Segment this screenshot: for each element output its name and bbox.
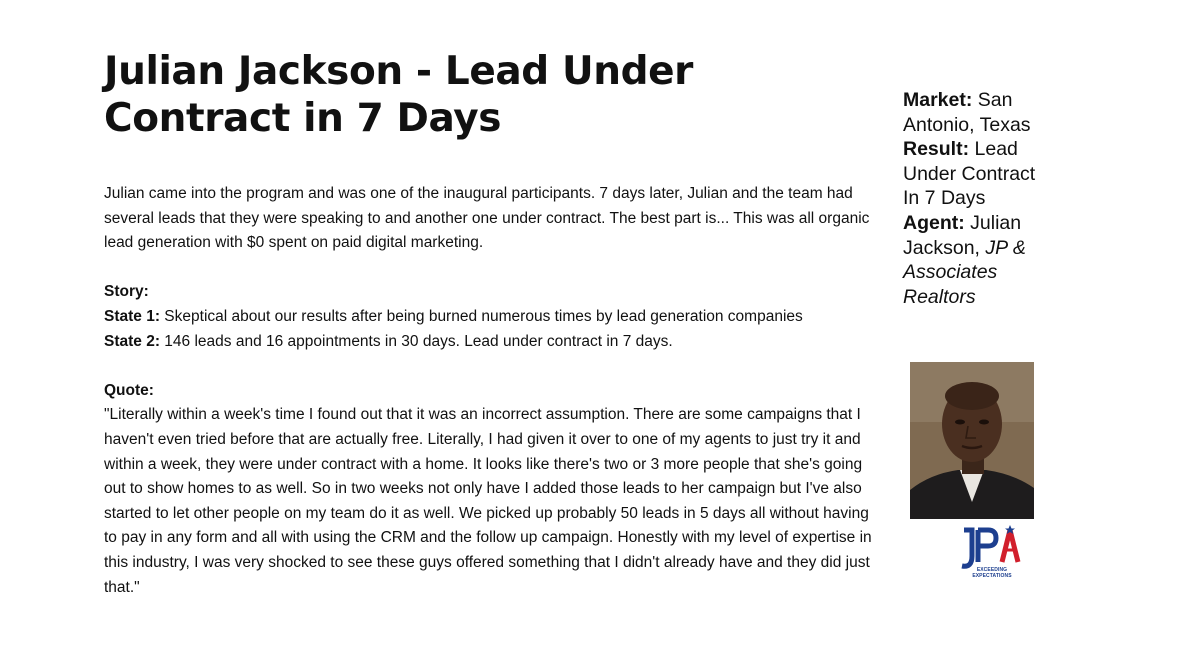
agent-company: JP & Associates Realtors	[903, 236, 1026, 308]
result-label: Result:	[903, 138, 970, 161]
quote-text: "Literally within a week's time I found out that it was an incorrect assumption. There are some campaigns that I haven't even tried before that are actually free. Literally, I had given it over to one of my agents to just try it and within a week, they were under contract with a home. It looks like there's two or 3 more people that she's going out to show homes to as well. So in two weeks not only have I added those leads to her campaign but I've also started to let other people on my team do it as well. We picked up probably 50 leads in 5 days all without having to pay in any form and all with using the CRM and the follow up campaign. Honestly with my level of expertise in this industry, I was very shocked to see these guys offered something that I didn't already have and they did just that."	[104, 406, 872, 596]
state-2-text: 146 leads and 16 appointments in 30 days. Lead under contract in 7 days.	[160, 332, 673, 350]
agent-value: Julian Jackson,	[903, 211, 1022, 259]
state-1-text: Skeptical about our results after being burned numerous times by lead generation companies	[160, 307, 803, 325]
jpar-logo	[958, 524, 1026, 579]
story-heading: Story:	[104, 283, 149, 301]
state-2-label: State 2:	[104, 332, 160, 350]
market-line	[903, 88, 1053, 137]
agent-line	[903, 211, 1053, 309]
intro-paragraph: Julian came into the program and was one of the inaugural participants. 7 days later, Julian and the team had several leads that they were speaking to and another one under contract. The best part is... This was all organic lead generation with $0 spent on paid digital marketing.	[104, 185, 870, 252]
case-study-main	[104, 48, 874, 600]
agent-label: Agent:	[903, 211, 965, 234]
state-1-label: State 1:	[104, 307, 160, 325]
state-1-line	[104, 305, 874, 330]
market-label: Market:	[903, 89, 973, 111]
jpar-logo-text	[958, 524, 959, 525]
agent-photo	[910, 362, 1034, 519]
result-line	[903, 137, 1053, 211]
page-title: Julian Jackson - Lead Under Contract in 7 Days	[104, 49, 694, 141]
quote-heading: Quote:	[104, 381, 154, 399]
case-study-sidebar	[903, 88, 1053, 309]
jpar-tagline: EXCEEDING EXPECTATIONS	[972, 567, 1012, 579]
result-value: Lead Under Contract In 7 Days	[903, 138, 1036, 210]
agent-portrait-illustration	[910, 362, 1034, 519]
state-2-line	[104, 330, 874, 355]
case-study-body	[104, 182, 874, 600]
market-value: San Antonio, Texas	[903, 89, 1031, 136]
